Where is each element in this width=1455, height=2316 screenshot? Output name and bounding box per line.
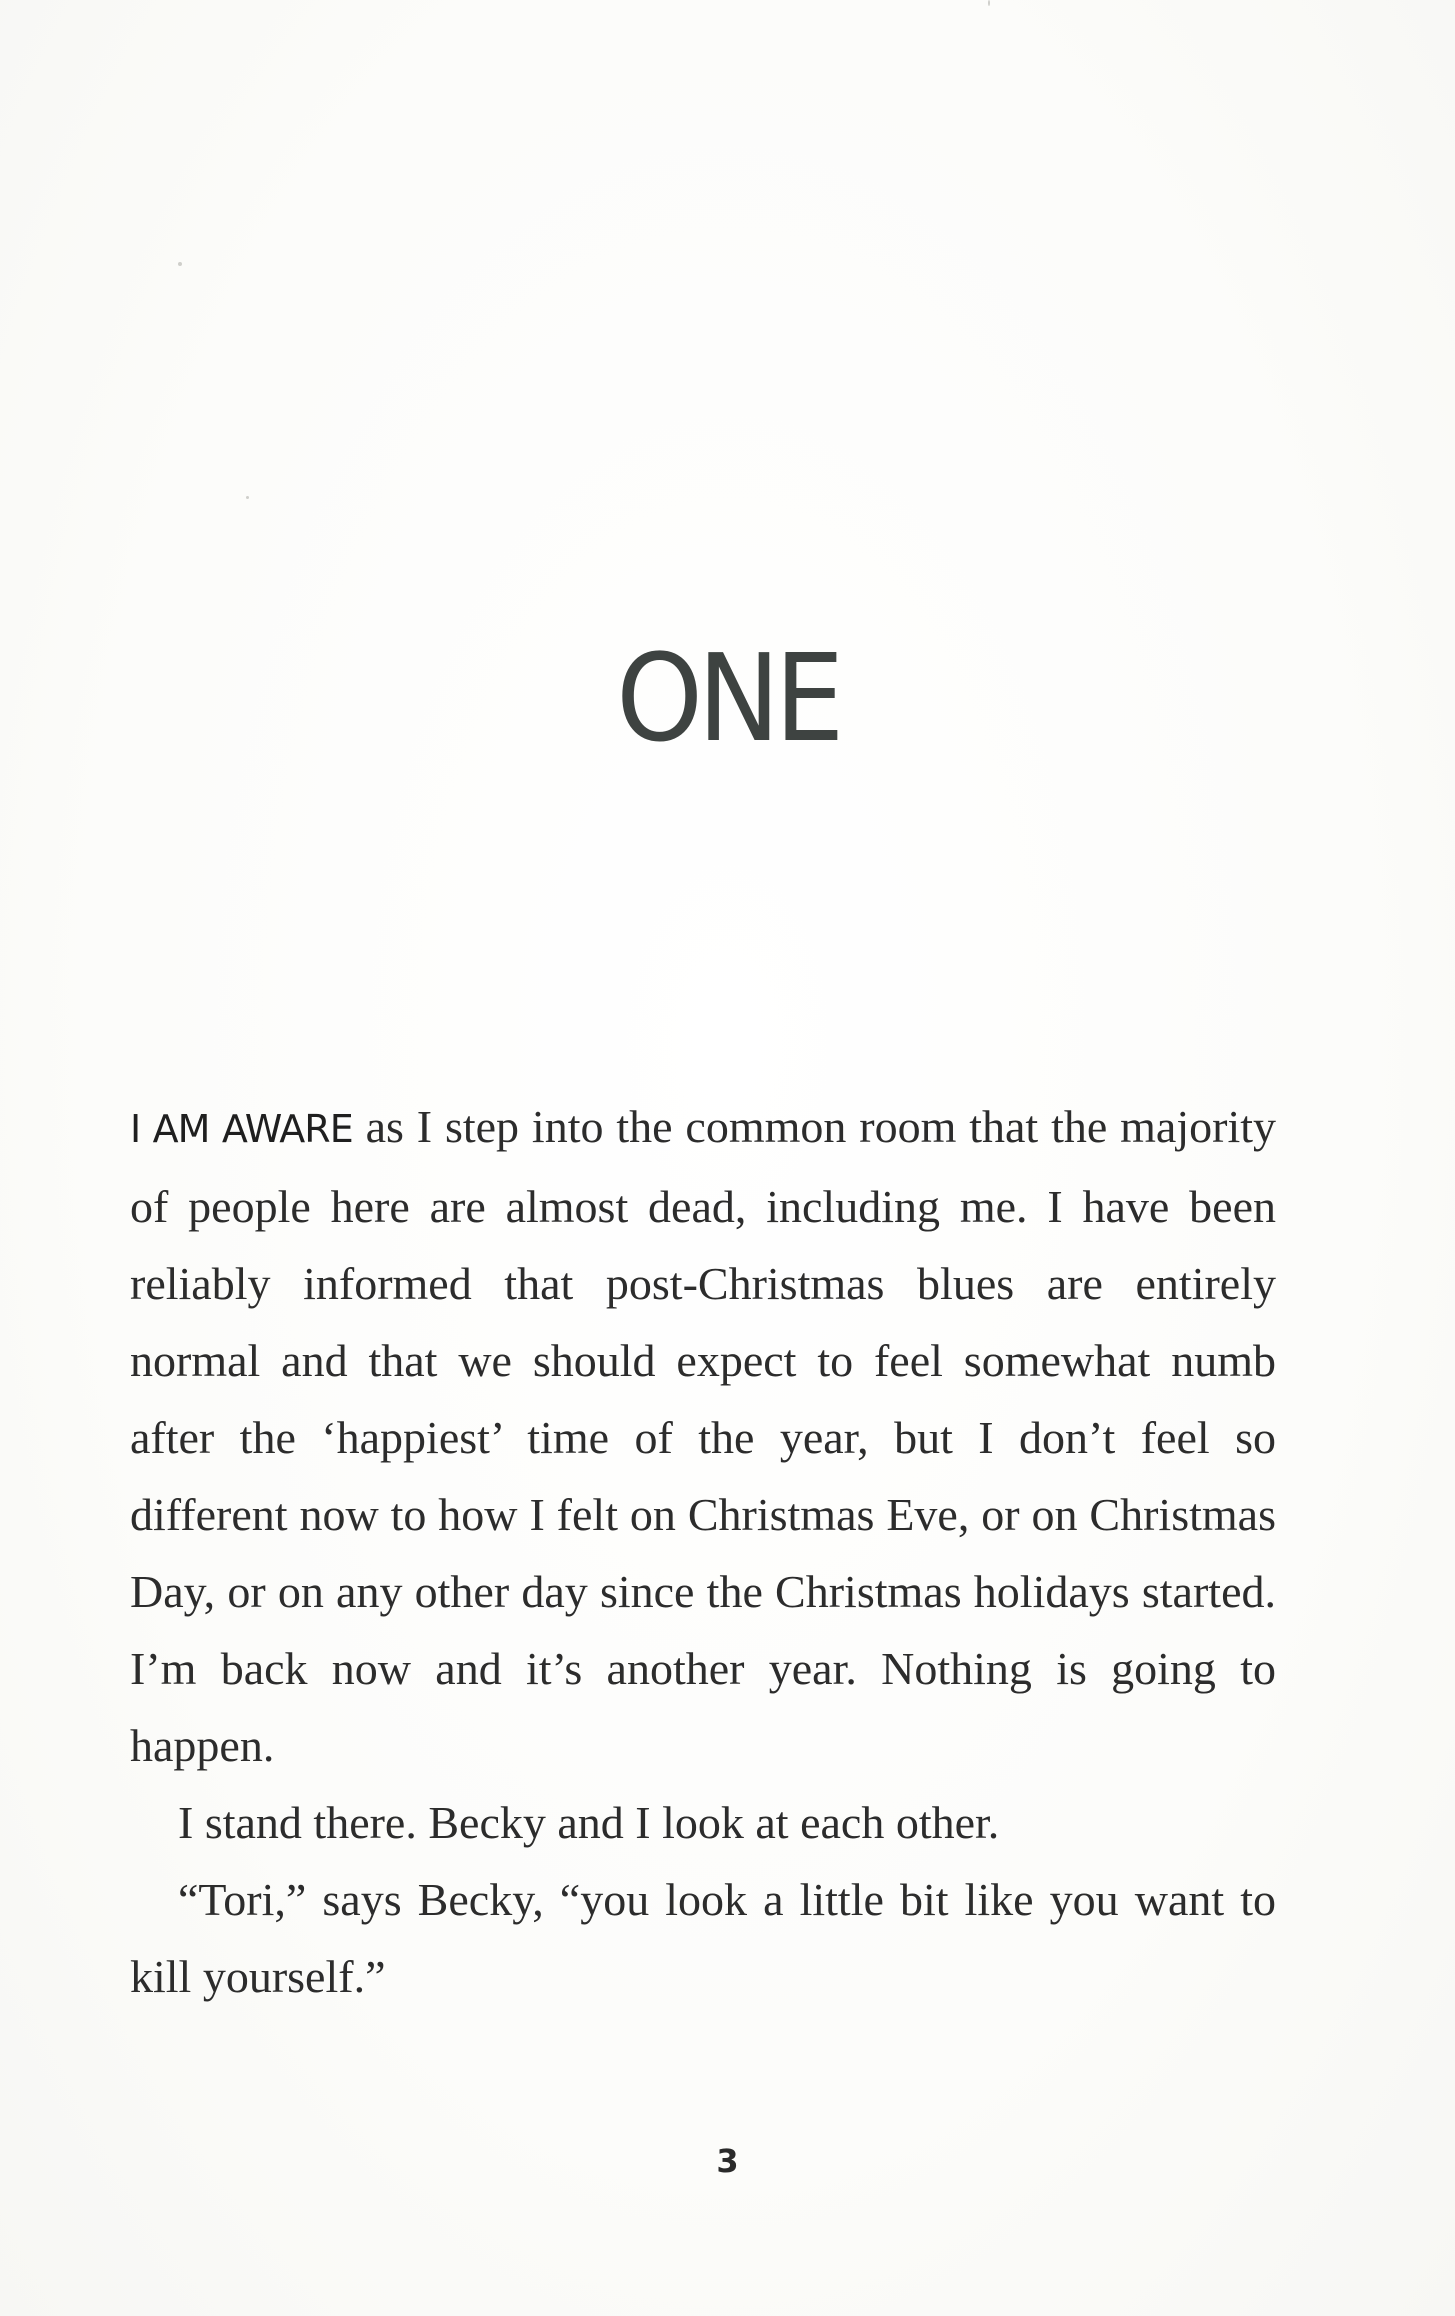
- body-text: [130, 1088, 1276, 2015]
- paragraph-1: [130, 1088, 1276, 1784]
- paragraph-2: I stand there. Becky and I look at each other.: [178, 1797, 1000, 1848]
- page-number: 3: [716, 2142, 739, 2180]
- paper-speck: [246, 496, 249, 499]
- lead-in: I AM AWARE: [130, 1107, 353, 1151]
- paper-speck: [988, 0, 990, 6]
- paragraph-1-text: as I step into the common room that the majority of people here are almost dead, including me. I have been reliably informed that post-Christmas blues are entirely normal and that we should expect to feel somewhat numb after the ‘happiest’ time of the year, but I don’t feel so different now to how I felt on Christmas Eve, or on Christmas Day, or on any other day since the Christmas holidays started. I’m back now and it’s another year. Nothing is going to happen.: [130, 1101, 1277, 1771]
- paper-speck: [178, 262, 182, 266]
- paragraph-3: “Tori,” says Becky, “you look a little bit like you want to kill yourself.”: [130, 1874, 1276, 2002]
- chapter-title: ONE: [616, 630, 839, 770]
